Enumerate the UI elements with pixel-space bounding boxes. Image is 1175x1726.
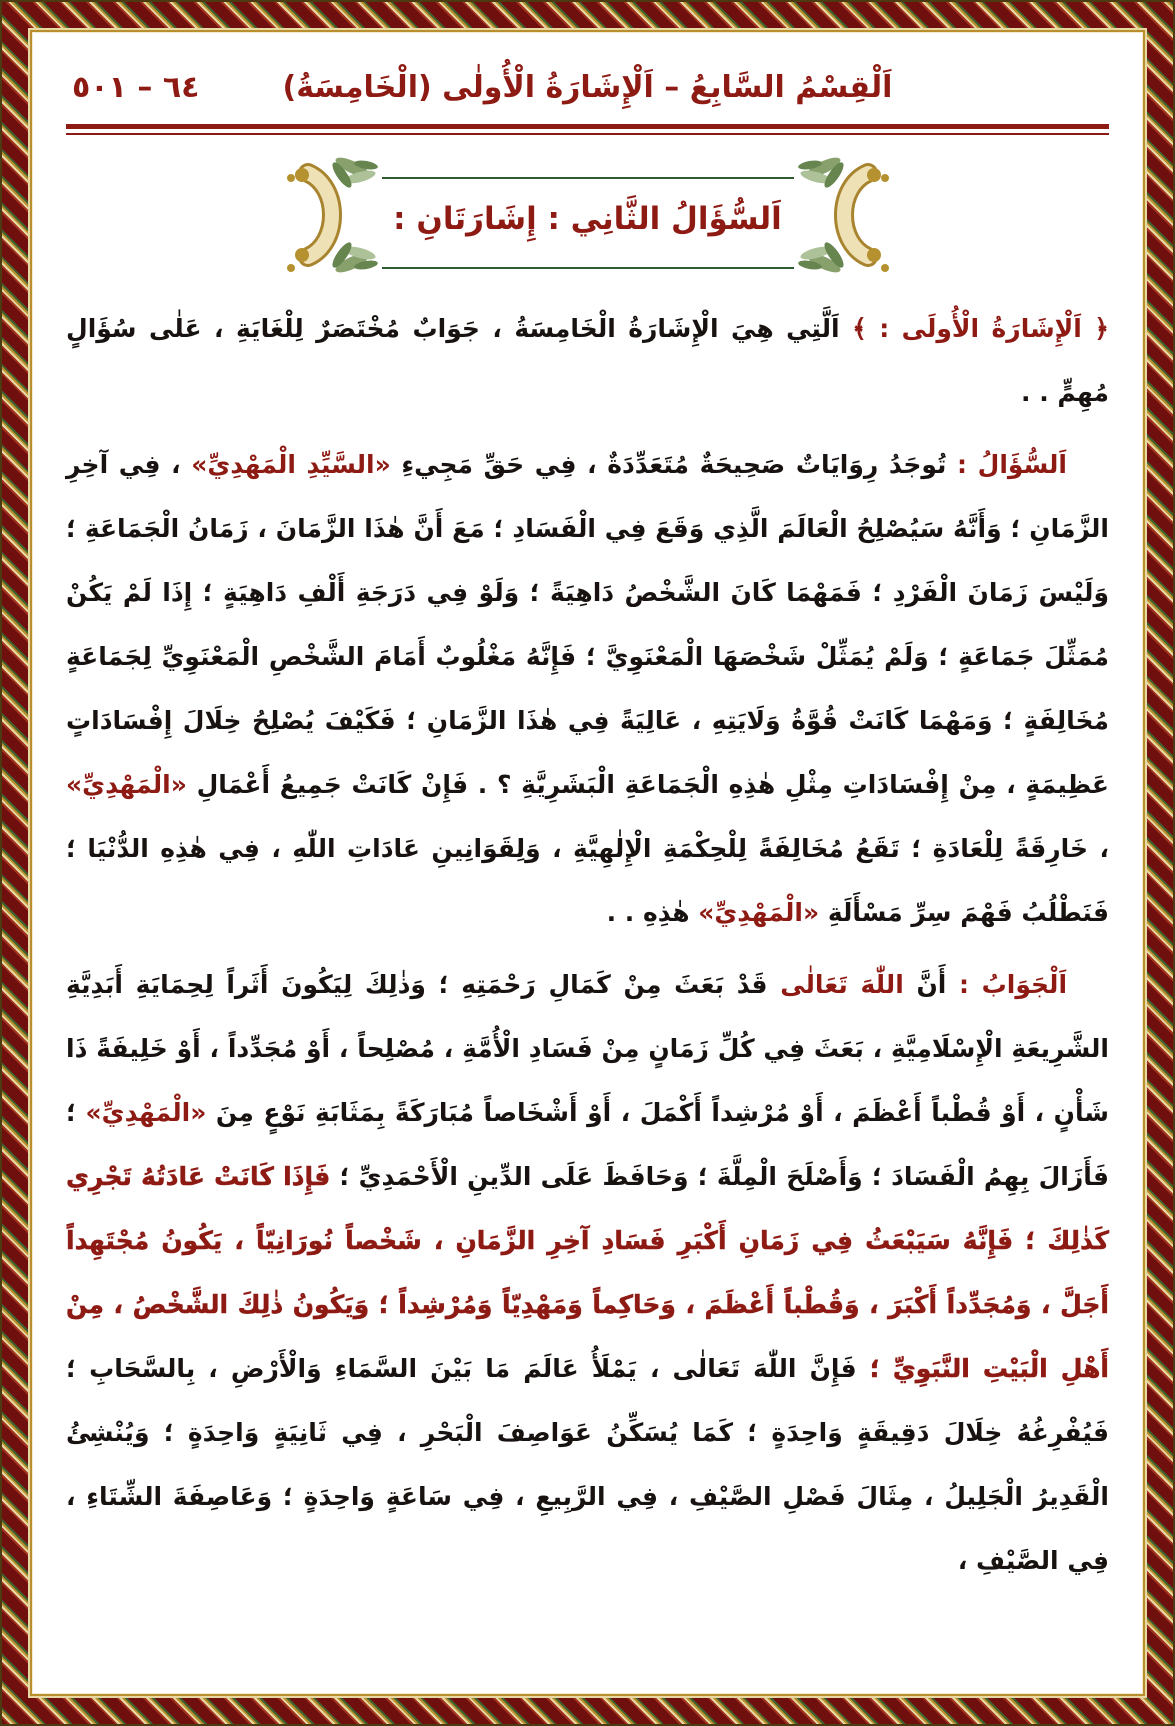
text-segment: قَدْ بَعَثَ مِنْ كَمَالِ رَحْمَتِهِ ؛ وَذٰلِكَ لِيَكُونَ أَثَراً لِحِمَايَةِ أَبَدِيَّةِ الشَّرِيعَةِ الْإِسْلَامِيَّةِ ، بَعَثَ فِي كُلِّ زَمَانٍ مِنْ فَسَادِ الْأُمَّةِ ، مُصْلِحاً ، أَوْ مُجَدِّداً ، أَوْ خَلِيفَةً ذَا شَأْنٍ ، أَوْ قُطْباً أَعْظَمَ ، أَوْ مُرْشِداً أَكْمَلَ ، أَوْ أَشْخَاصاً مُبَارَكَةً بِمَثَابَةِ نَوْعٍ مِنَ xyxy=(66,970,1109,1127)
text-segment: ، فِي آخِرِ الزَّمَانِ ؛ وَأَنَّهُ سَيُصْلِحُ الْعَالَمَ الَّذِي وَقَعَ فِي الْفَسَادِ ؛ مَعَ أَنَّ هٰذَا الزَّمَانَ ، زَمَانُ الْجَمَاعَةِ ؛ وَلَيْسَ زَمَانَ الْفَرْدِ ؛ فَمَهْمَا كَانَ الشَّخْصُ دَاهِيَةً ؛ وَلَوْ فِي دَرَجَةِ أَلْفِ دَاهِيَةٍ ؛ إِذَا لَمْ يَكُنْ مُمَثِّلَ جَمَاعَةٍ ؛ وَلَمْ يُمَثِّلْ شَخْصَهَا الْمَعْنَوِيَّ ؛ فَإِنَّهُ مَغْلُوبٌ أَمَامَ الشَّخْصِ الْمَعْنَوِيِّ لِجَمَاعَةٍ مُخَالِفَةٍ ؛ وَمَهْمَا كَانَتْ قُوَّةُ وَلَايَتِهِ ، عَالِيَةً فِي هٰذَا الزَّمَانِ ؛ فَكَيْفَ يُصْلِحُ خِلَالَ إِفْسَادَاتٍ عَظِيمَةٍ ، مِنْ إِفْسَادَاتِ مِثْلِ هٰذِهِ الْجَمَاعَةِ الْبَشَرِيَّةِ ؟ . فَإِنْ كَانَتْ جَمِيعُ أَعْمَالِ xyxy=(66,450,1109,799)
text-segment-red: «الْمَهْدِيِّ» xyxy=(66,770,187,799)
text-segment-redbold: فَإِذَا كَانَتْ عَادَتُهُ تَجْرِي كَذٰلِكَ ؛ فَإِنَّهُ سَيَبْعَثُ فِي زَمَانِ أَكْبَرِ فَسَادِ آخِرِ الزَّمَانِ ، شَخْصاً نُورَانِيّاً ، يَكُونُ مُجْتَهِداً أَجَلَّ ، وَمُجَدِّداً أَكْبَرَ ، وَقُطْباً أَعْظَمَ ، وَحَاكِماً وَمَهْدِيّاً وَمُرْشِداً ؛ وَيَكُونُ ذٰلِكَ الشَّخْصُ ، مِنْ أَهْلِ الْبَيْتِ النَّبَوِيِّ ؛ xyxy=(66,1162,1109,1383)
text-segment-red: اللّٰهَ تَعَالٰى xyxy=(767,970,904,999)
cartouche-top-line xyxy=(382,177,794,179)
chapter-title: اَلْقِسْمُ السَّابِعُ – اَلْإِشَارَةُ الْأُولٰى (الْخَامِسَةُ) xyxy=(282,70,893,105)
text-segment: ؛ فَأَزَالَ بِهِمُ الْفَسَادَ ؛ وَأَصْلَحَ الْمِلَّةَ ؛ وَحَافَظَ عَلَى الدِّينِ الْأَحْمَدِيِّ ؛ xyxy=(66,1098,1109,1191)
text-segment-lead: اَلْجَوَابُ : xyxy=(946,970,1068,999)
section-heading: اَلسُّؤَالُ الثَّانِي : إِشَارَتَانِ : xyxy=(393,201,782,237)
section-cartouche xyxy=(296,151,880,279)
text-segment-lead: اَلسُّؤَالُ : xyxy=(946,450,1067,479)
text-segment: تُوجَدُ رِوَايَاتٌ صَحِيحَةٌ مُتَعَدِّدَةٌ ، فِي حَقِّ مَجِيءِ xyxy=(390,450,947,479)
text-segment-red: «الْمَهْدِيِّ» xyxy=(85,1098,207,1127)
page-number: ٦٤ – ٥٠١ xyxy=(72,70,200,105)
body-text xyxy=(66,297,1109,1593)
divider-thin-rule xyxy=(66,133,1109,135)
text-segment: أَنَّ xyxy=(903,970,947,999)
cartouche-bottom-line xyxy=(382,267,794,269)
text-segment-red: «الْمَهْدِيِّ» xyxy=(698,898,820,927)
paragraph xyxy=(66,297,1109,425)
page-header xyxy=(66,62,1109,118)
text-segment: فَإِنَّ اللّٰهَ تَعَالٰى ، يَمْلَأُ عَالَمَ مَا بَيْنَ السَّمَاءِ وَالْأَرْضِ ، بِالسَّحَابِ ؛ فَيُفْرِغُهُ خِلَالَ دَقِيقَةٍ وَاحِدَةٍ ؛ كَمَا يُسَكِّنُ عَوَاصِفَ الْبَحْرِ ، فِي ثَانِيَةٍ وَاحِدَةٍ ؛ وَيُنْشِئُ الْقَدِيرُ الْجَلِيلُ ، مِثَالَ فَصْلِ الصَّيْفِ ، فِي الرَّبِيعِ ، فِي سَاعَةٍ وَاحِدَةٍ ؛ وَعَاصِفَةَ الشِّتَاءِ ، فِي الصَّيْفِ ، xyxy=(66,1354,1109,1575)
text-segment-lead: ﴿ اَلْإِشَارَةُ الْأُولَى : ﴾ xyxy=(839,314,1109,343)
text-segment: ، خَارِقَةً لِلْعَادَةِ ؛ تَقَعُ مُخَالِفَةً لِلْحِكْمَةِ الْإِلٰهِيَّةِ ، وَلِقَوَانِينِ عَادَاتِ اللّٰهِ ، فِي هٰذِهِ الدُّنْيَا ؛ فَنَطْلُبُ فَهْمَ سِرِّ مَسْأَلَةِ xyxy=(66,834,1109,927)
paragraph xyxy=(66,433,1109,945)
header-divider xyxy=(66,124,1109,135)
text-segment-red: «السَّيِّدِ الْمَهْدِيِّ» xyxy=(191,450,391,479)
text-segment: اَلَّتِي هِيَ الْإِشَارَةُ الْخَامِسَةُ ، جَوَابٌ مُخْتَصَرٌ لِلْغَايَةِ ، عَلٰى سُؤَالٍ مُهِمٍّ . . xyxy=(66,314,1109,407)
page-content xyxy=(30,30,1145,1696)
paragraph xyxy=(66,953,1109,1593)
divider-thick-rule xyxy=(66,124,1109,129)
text-segment: هٰذِهِ . . xyxy=(606,898,699,927)
